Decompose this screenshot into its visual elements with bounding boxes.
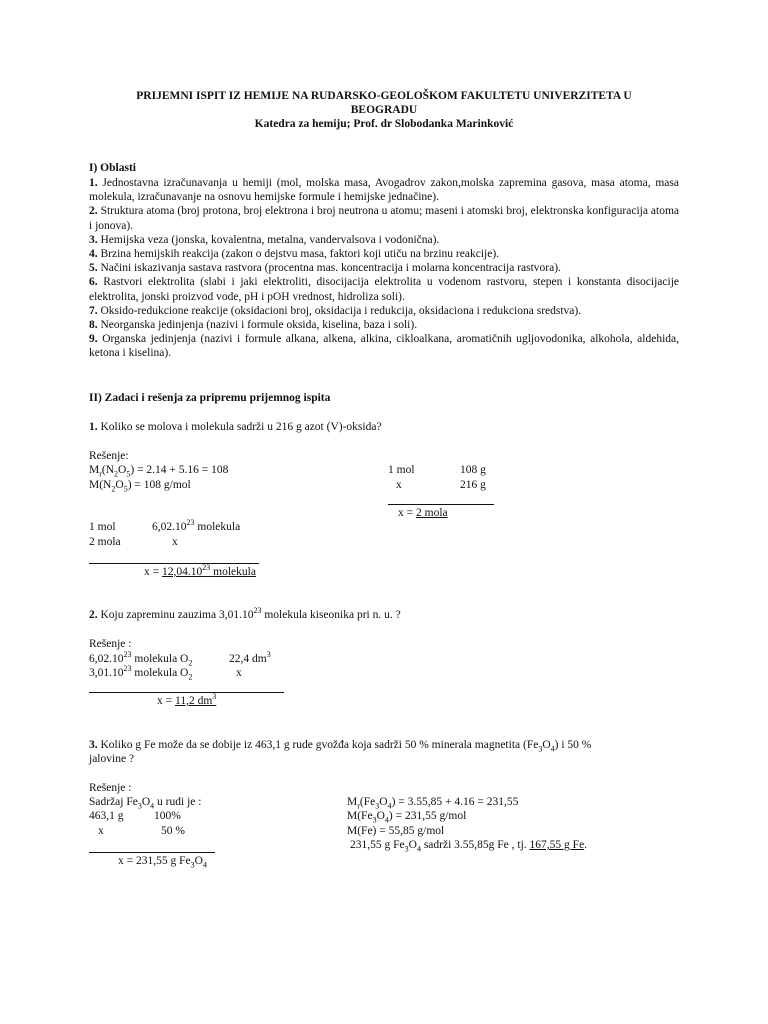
problem1-proportion-cell: x [396,479,402,491]
section1-heading: I) Oblasti [89,162,136,174]
section2-heading: II) Zadaci i rešenja za pripremu prijemnog ispita [89,392,331,404]
problem2-result: x = 11,2 $dm^3$ [157,692,217,707]
topic-item: 2. Struktura atoma (broj protona, broj elektrona i broj neutrona u atomu; maseni i atomski broj, elektronska konfiguracija atoma i jonova). [89,205,679,232]
topic-item: 9. Organska jedinjenja (nazivi i formule alkana, alkena, alkina, cikloalkana, aromatičnih ugljovodonika, alkohola, aldehida, ketona i kiselina). [89,333,679,360]
problem3-solution-label: Rešenje : [89,782,132,794]
problem1-solution-label: Rešenje: [89,450,129,462]
topic-item: 8. Neorganska jedinjenja (nazivi i formule oksida, kiselina, baza i soli). [89,319,418,332]
problem3-proportion-cell: 50 % [161,825,185,837]
document-title-line2: BEOGRADU [350,104,418,116]
problem3-proportion-cell: x [98,825,104,837]
problem3-question-line2: jalovine ? [89,753,135,765]
problem1-result-moles: x = 2 mola [398,507,448,519]
problem3-result: x = 231,55 g $Fe_3O_4$ [118,855,207,870]
problem1-molar-mass: $M(N_2O_5) = 108$ g/mol [89,479,191,494]
problem1-result-molecules: $x = 12,04.10^{23}$ molekula [144,563,256,578]
problem2-row1-volume: 22,4 $dm^3$ [229,650,271,665]
problem3-relative-mass: $M_r(Fe_3O_4) = 3.55,85 + 4.16 = 231,55$ [347,796,519,811]
problem2-row1-molecules: 6,02.10$^{23}$ molekula $O_2$ [89,650,193,668]
topic-item: 6. Rastvori elektrolita (slabi i jaki elektroliti, disocijacija elektrolita u vodenom rastvoru, stepen i konstanta disocijacije elektrolita, jonski proizvod vode, pH i pOH vrednost, hidroliza soli). [89,276,679,303]
topic-item: 3. Hemijska veza (jonska, kovalentna, metalna, vandervalsova i vodonična). [89,233,440,246]
problem2-row2-molecules: 3,01.10$^{23}$ molekula $O_2$ [89,664,193,682]
problem2-divider [89,692,284,693]
problem3-content-label: Sadržaj $Fe_3O_4$ u rudi je : [89,796,202,811]
topic-item: 4. Brzina hemijskih reakcija (zakon o dejstvu masa, faktori koji utiču na brzinu reakcije). [89,248,500,261]
problem3-fe-result: 231,55 g $Fe_3O_4$ sadrži 3.55,85g Fe , tj. 167,55 g Fe. [350,839,588,854]
problem3-question-line1: 3. Koliko g Fe može da se dobije iz 463,1 g rude gvožđa koja sadrži 50 % minerala magnetita $(Fe_3O_4)$ i 50 % [89,739,592,754]
problem1-proportion-cell: 1 mol [89,521,116,533]
document-title-line1: PRIJEMNI ISPIT IZ HEMIJE NA RUDARSKO-GEOLOŠKOM FAKULTETU UNIVERZITETA U [136,90,632,102]
problem2-question: 2. Koju zapreminu zauzima 3,01.10$^{23}$ molekula kiseonika pri n. u. ? [89,606,401,621]
problem1-proportion-cell: 108 g [460,464,486,476]
topic-item: 5. Načini iskazivanja sastava rastvora (procentna mas. koncentracija i molarna koncentracija rastvora). [89,262,561,275]
problem1-relative-mass: $M_r(N_2O_5) = 2.14 + 5.16 = 108$ [89,464,229,479]
problem3-proportion-cell: 463,1 g [89,810,124,822]
topic-item: 7. Oksido-redukcione reakcije (oksidacioni broj, oksidacija i redukcija, oksidaciona i redukciona sredstva). [89,304,582,317]
topic-item: 1. Jednostavna izračunavanja u hemiji (mol, molska masa, Avogadrov zakon,molska zapremina gasova, masa atoma, masa molekula, izračunavanje na osnovu hemijske formule i hemijske jednačine). [89,177,679,204]
problem3-proportion-cell: 100% [154,810,181,822]
problem1-divider-2 [89,563,259,564]
problem1-proportion-cell: x [172,536,178,548]
problem1-question: 1. Koliko se molova i molekula sadrži u 216 g azot (V)-oksida? [89,421,382,433]
problem2-solution-label: Rešenje : [89,638,132,650]
problem3-divider [89,852,215,853]
problem1-proportion-cell: 2 mola [89,536,121,548]
problem1-divider [388,504,494,505]
problem1-proportion-cell: 1 mol [388,464,415,476]
problem2-row2-x: x [236,667,242,679]
problem3-molar-mass: $M(Fe_3O_4) = 231,55$ g/mol [347,810,467,825]
topics-list [89,176,679,361]
problem1-avogadro: 6,02.10$^{23}$ molekula [152,518,241,533]
problem1-proportion-cell: 216 g [460,479,486,491]
document-subtitle: Katedra za hemiju; Prof. dr Slobodanka Marinković [254,118,514,130]
problem3-fe-molar-mass: M(Fe) = 55,85 g/mol [347,825,445,837]
